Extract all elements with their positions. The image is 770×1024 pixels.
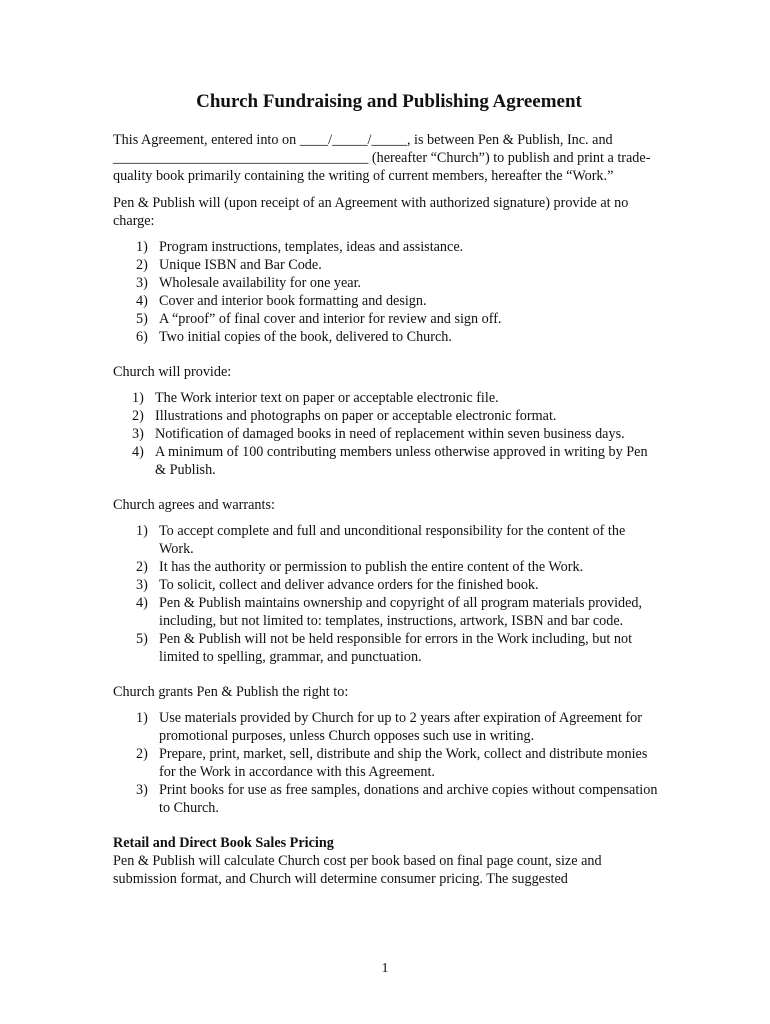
list-item: 2) It has the authority or permission to publish the entire content of the Work. — [136, 559, 584, 575]
list-item: 1) The Work interior text on paper or acceptable electronic file. — [132, 390, 499, 406]
church-warrants-heading: Church agrees and warrants: — [113, 497, 275, 513]
list-item: 3) Wholesale availability for one year. — [136, 275, 362, 291]
list-item: 3) Print books for use as free samples, donations and archive copies without compensation to Church. — [136, 782, 658, 816]
church-grants-list — [113, 709, 661, 817]
list-item: 1) Program instructions, templates, ideas and assistance. — [136, 239, 464, 255]
list-item: 1) Use materials provided by Church for up to 2 years after expiration of Agreement for promotional purposes, unless Church opposes such use in writing. — [136, 710, 643, 744]
document-page — [113, 90, 661, 888]
list-item: 2) Prepare, print, market, sell, distribute and ship the Work, collect and distribute monies for the Work in accordance with this Agreement. — [136, 746, 648, 780]
church-grants-heading: Church grants Pen & Publish the right to: — [113, 684, 349, 700]
list-item: 2) Illustrations and photographs on paper or acceptable electronic format. — [132, 408, 557, 424]
agreement-intro: This Agreement, entered into on ____/_____/_____, is between Pen & Publish, Inc. and ____________________________________ (hereafter “Church”) to publish and print a trade-quality book primarily containing the writing of current members, hereafter the “Work.” — [113, 132, 651, 184]
pen-provides-list — [113, 238, 661, 346]
list-item: 4) A minimum of 100 contributing members unless otherwise approved in writing by Pen & Publish. — [132, 444, 648, 478]
list-item: 6) Two initial copies of the book, delivered to Church. — [136, 329, 452, 345]
church-provides-list — [113, 389, 661, 479]
list-item: 5) Pen & Publish will not be held responsible for errors in the Work including, but not limited to spelling, grammar, and punctuation. — [136, 631, 633, 665]
list-item: 3) To solicit, collect and deliver advance orders for the finished book. — [136, 577, 539, 593]
pricing-heading: Retail and Direct Book Sales Pricing — [113, 835, 334, 851]
pen-provides-intro: Pen & Publish will (upon receipt of an Agreement with authorized signature) provide at no charge: — [113, 195, 629, 229]
page-number: 1 — [381, 961, 389, 976]
list-item: 4) Pen & Publish maintains ownership and copyright of all program materials provided, including, but not limited to: templates, instructions, artwork, ISBN and bar code. — [136, 595, 643, 629]
church-provides-heading: Church will provide: — [113, 364, 232, 380]
pricing-text: Pen & Publish will calculate Church cost per book based on final page count, size and submission format, and Church will determine consumer pricing. The suggested — [113, 853, 602, 887]
list-item: 4) Cover and interior book formatting and design. — [136, 293, 427, 309]
list-item: 3) Notification of damaged books in need of replacement within seven business days. — [132, 426, 625, 442]
list-item: 1) To accept complete and full and unconditional responsibility for the content of the Work. — [136, 523, 626, 557]
list-item: 5) A “proof” of final cover and interior for review and sign off. — [136, 311, 502, 327]
document-title: Church Fundraising and Publishing Agreement — [196, 91, 582, 112]
church-warrants-list — [113, 522, 661, 666]
list-item: 2) Unique ISBN and Bar Code. — [136, 257, 322, 273]
